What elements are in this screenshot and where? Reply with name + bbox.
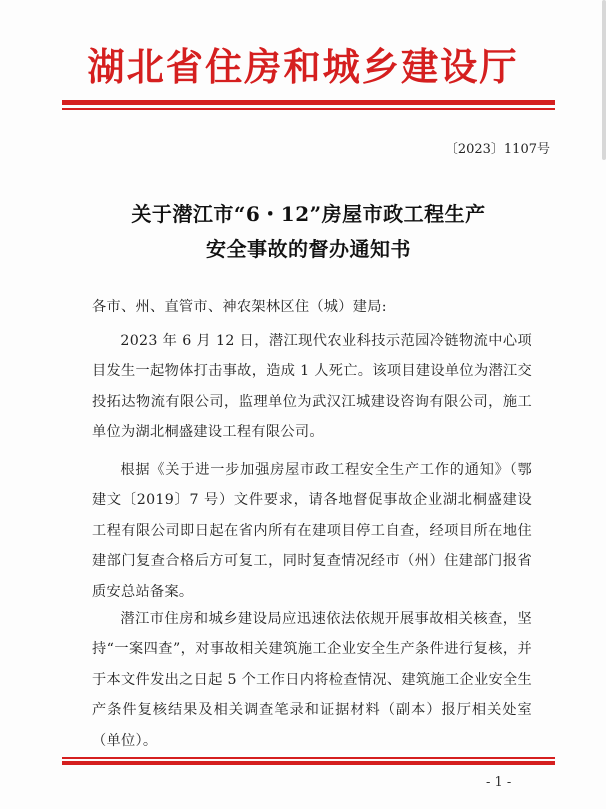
page-number: - 1 -: [486, 775, 512, 790]
paragraph-3: 潜江市住房和城乡建设局应迅速依法依规开展事故相关核查，坚持“一案四查”，对事故相关建筑施工企业安全生产条件进行复核，并于本文件发出之日起 5 个工作日内将检查情况、建筑施工企业安全生产条件复核结果及相关调查笔录和证据材料（副本）报厅相关处室（单位）。: [92, 611, 532, 749]
header-red-rule-thick: [62, 100, 555, 105]
header-red-rule-thin: [62, 108, 555, 110]
footer-red-rule-thick: [62, 761, 555, 765]
footer-red-rule-thin: [62, 757, 555, 759]
scrollbar[interactable]: [602, 0, 606, 160]
salutation: 各市、州、直管市、神农架林区住（城）建局:: [92, 299, 387, 315]
paragraph-2: 根据《关于进一步加强房屋市政工程安全生产工作的通知》（鄂建文〔2019〕7 号）文件要求，请各地督促事故企业湖北桐盛建设工程有限公司即日起在省内所有在建项目停工自查，经项目所在地住建部门复查合格后方可复工，同时复查情况经市（州）住建部门报省质安总站备案。: [92, 462, 532, 600]
paragraph-1: 2023 年 6 月 12 日，潜江现代农业科技示范园冷链物流中心项目发生一起物体打击事故，造成 1 人死亡。该项目建设单位为潜江交投拓达物流有限公司，监理单位为武汉江城建设咨询有限公司，施工单位为湖北桐盛建设工程有限公司。: [92, 333, 532, 441]
document-title-line-1: 关于潜江市“6・12”房屋市政工程生产: [131, 202, 486, 226]
document-number: 〔2023〕1107号: [444, 142, 550, 157]
issuer-header: 湖北省住房和城乡建设厅: [87, 45, 519, 89]
document-title-line-2: 安全事故的督办通知书: [206, 237, 411, 261]
